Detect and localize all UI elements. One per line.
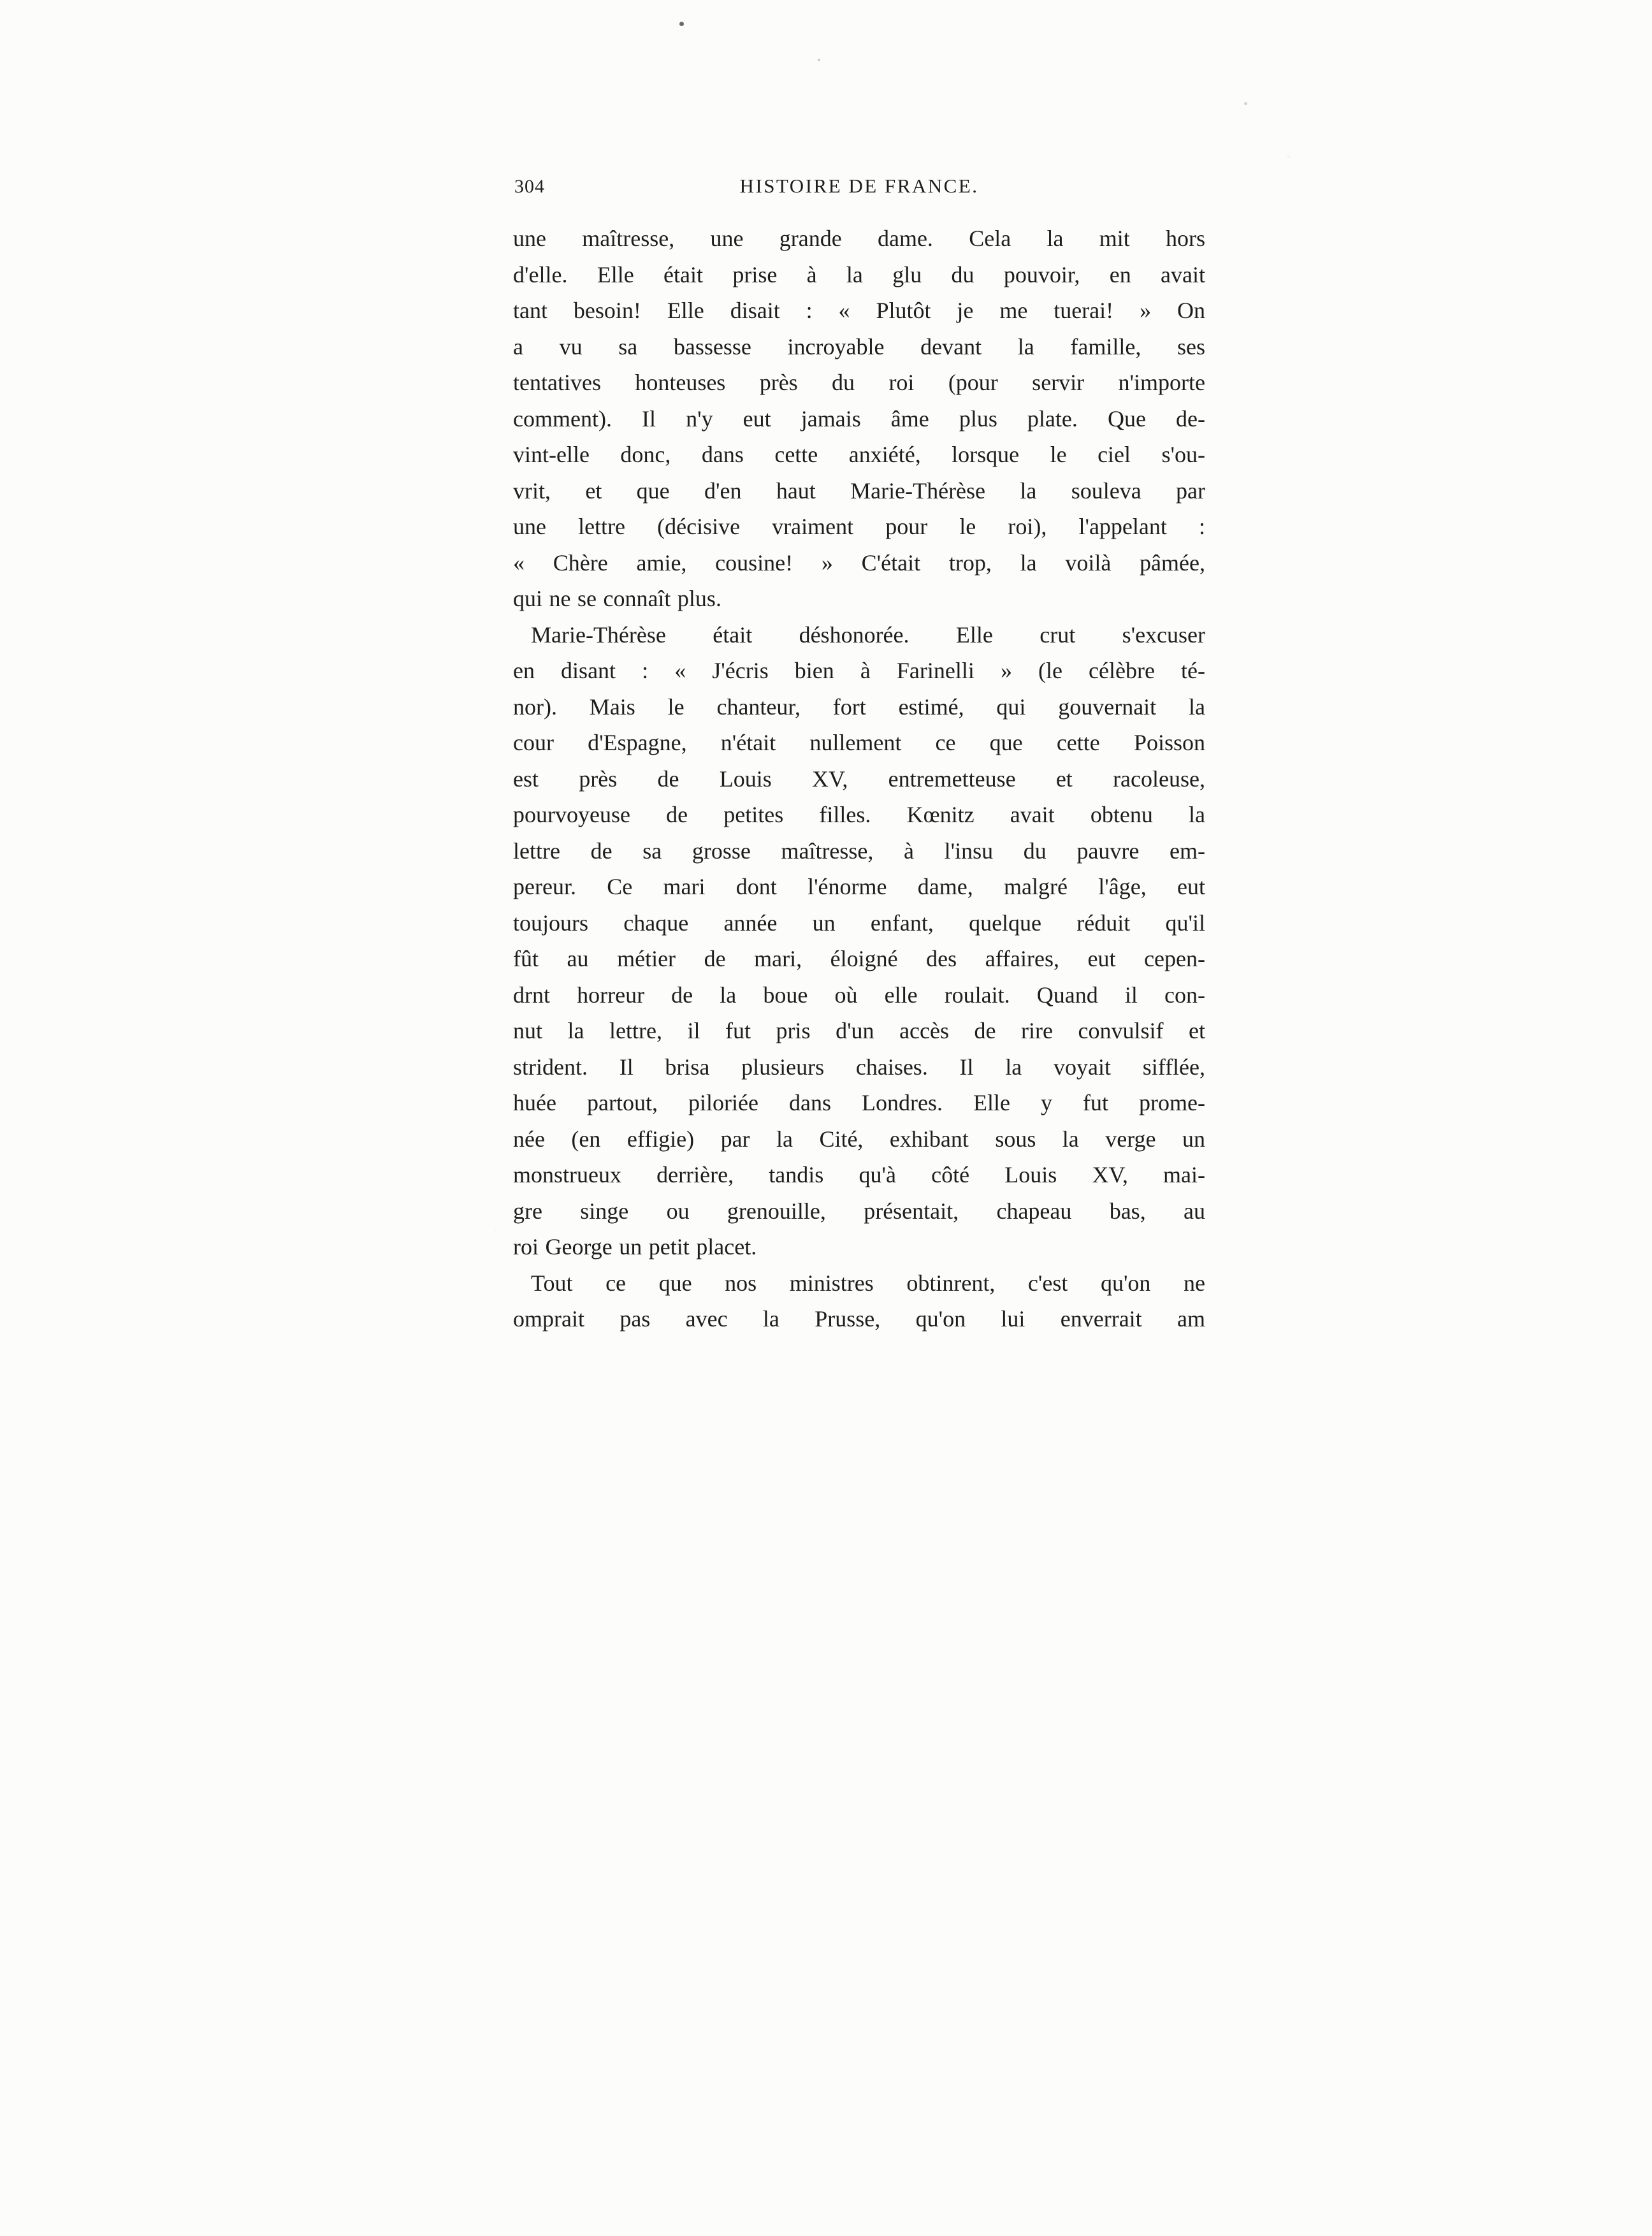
text-line: d'elle. Elle était prise à la glu du pouvoir, en avait: [513, 261, 1205, 287]
scan-speck: [679, 22, 684, 26]
text-line: omprait pas avec la Prusse, qu'on lui enverrait am: [513, 1306, 1205, 1332]
text-line: Marie-Thérèse était déshonorée. Elle crut s'excuser: [531, 621, 1205, 648]
text-line: roi George un petit placet.: [513, 1234, 757, 1260]
text-line: tant besoin! Elle disait : « Plutôt je me tuerai! » On: [513, 298, 1205, 323]
text-line: strident. Il brisa plusieurs chaises. Il la voyait sifflée,: [513, 1054, 1205, 1080]
text-line: est près de Louis XV, entremetteuse et racoleuse,: [513, 766, 1205, 792]
text-line: vint-elle donc, dans cette anxiété, lorsque le ciel s'ou-: [513, 442, 1205, 467]
text-block: [513, 221, 1205, 1337]
running-title: HISTOIRE DE FRANCE.: [739, 175, 979, 197]
text-line: comment). Il n'y eut jamais âme plus plate. Que de-: [513, 405, 1205, 432]
text-line: tentatives honteuses près du roi (pour servir n'importe: [513, 370, 1205, 395]
text-line: une maîtresse, une grande dame. Cela la mit hors: [513, 226, 1205, 251]
text-line: a vu sa bassesse incroyable devant la famille, ses: [513, 333, 1205, 359]
text-line: fût au métier de mari, éloigné des affaires, eut cepen-: [513, 946, 1205, 971]
text-line: nut la lettre, il fut pris d'un accès de rire convulsif et: [513, 1018, 1205, 1043]
text-line: gre singe ou grenouille, présentait, chapeau bas, au: [513, 1198, 1205, 1224]
page-number: 304: [514, 176, 545, 197]
text-line: née (en effigie) par la Cité, exhibant sous la verge un: [513, 1126, 1205, 1152]
text-line: en disant : « J'écris bien à Farinelli » (le célèbre té-: [513, 658, 1205, 683]
page-header: [513, 173, 1205, 203]
scan-speck: [818, 59, 820, 61]
text-line: monstrueux derrière, tandis qu'à côté Louis XV, mai-: [513, 1162, 1205, 1187]
text-line: « Chère amie, cousine! » C'était trop, la voilà pâmée,: [513, 549, 1205, 576]
scan-speck: [1244, 102, 1247, 105]
text-line: pourvoyeuse de petites filles. Kœnitz avait obtenu la: [513, 802, 1205, 827]
text-line: toujours chaque année un enfant, quelque réduit qu'il: [513, 910, 1205, 936]
text-line: nor). Mais le chanteur, fort estimé, qui gouvernait la: [513, 693, 1205, 720]
text-line: une lettre (décisive vraiment pour le roi), l'appelant :: [513, 514, 1205, 539]
text-line: vrit, et que d'en haut Marie-Thérèse la souleva par: [513, 477, 1205, 504]
text-line: cour d'Espagne, n'était nullement ce que cette Poisson: [513, 730, 1205, 755]
text-line: pereur. Ce mari dont l'énorme dame, malgré l'âge, eut: [513, 874, 1205, 899]
text-line: Tout ce que nos ministres obtinrent, c'est qu'on ne: [531, 1270, 1205, 1296]
text-line: huée partout, piloriée dans Londres. Elle y fut prome-: [513, 1090, 1205, 1115]
text-line: drnt horreur de la boue où elle roulait. Quand il con-: [513, 982, 1205, 1008]
text-line: lettre de sa grosse maîtresse, à l'insu du pauvre em-: [513, 838, 1205, 864]
text-line: qui ne se connaît plus.: [513, 586, 721, 611]
